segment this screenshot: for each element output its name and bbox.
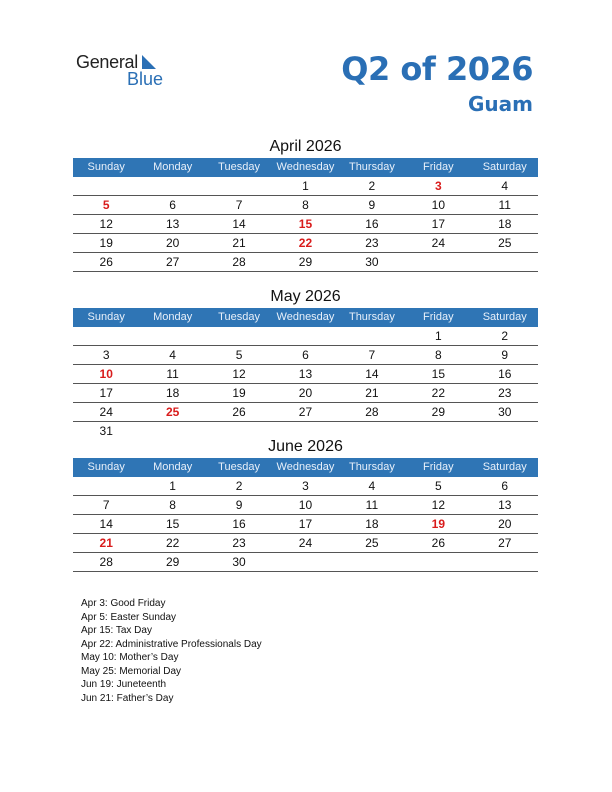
day-cell: 4 (368, 479, 376, 493)
day-cell: 27 (298, 405, 313, 419)
empty-day-cell (405, 253, 471, 271)
empty-day-cell (472, 253, 538, 271)
holiday-note: Apr 5: Easter Sunday (81, 611, 177, 623)
empty-day-cell (139, 177, 205, 195)
day-cell: 31 (99, 424, 113, 438)
empty-day-cell (73, 177, 139, 195)
day-cell: 22 (165, 536, 180, 550)
day-cell: 3 (102, 348, 110, 362)
week-row (73, 384, 538, 403)
holiday-note: Apr 3: Good Friday (81, 598, 166, 609)
day-cell: 3 (302, 479, 309, 493)
week-row (73, 403, 538, 422)
day-cell: 12 (431, 498, 445, 512)
day-cell: 13 (298, 367, 313, 381)
day-cell: 6 (169, 198, 176, 212)
day-cell: 7 (368, 348, 376, 362)
day-cell: 26 (431, 536, 445, 550)
month-june (73, 436, 538, 572)
day-cell: 4 (501, 179, 509, 193)
month-title: June 2026 (268, 438, 343, 455)
day-cell: 19 (232, 386, 246, 400)
month-title: May 2026 (270, 288, 341, 305)
day-cell: 24 (298, 536, 313, 550)
day-cell: 16 (365, 217, 379, 231)
day-cell: 23 (232, 536, 246, 550)
weekday-label: Wednesday (276, 461, 335, 473)
day-cell: 6 (501, 479, 509, 493)
day-cell: 26 (99, 255, 113, 269)
holiday-note: Apr 22: Administrative Professionals Day (81, 638, 262, 650)
day-cell: 23 (365, 236, 379, 250)
holiday-note: Jun 19: Juneteenth (81, 679, 167, 690)
day-cell: 20 (498, 517, 512, 531)
day-cell: 17 (431, 217, 445, 231)
day-cell: 1 (434, 329, 442, 343)
page-title: Q2 of 2026 (341, 50, 533, 88)
empty-day-cell (472, 553, 538, 571)
day-cell: 9 (235, 498, 243, 512)
day-cell: 5 (235, 348, 243, 362)
day-cell: 3 (434, 179, 442, 193)
day-cell: 18 (365, 517, 379, 531)
empty-day-cell (272, 327, 338, 345)
day-cell: 30 (365, 255, 379, 269)
day-cell: 11 (365, 498, 379, 512)
day-cell: 8 (169, 498, 176, 512)
weekday-label: Monday (153, 311, 193, 323)
day-cell: 27 (165, 255, 180, 269)
week-row (73, 215, 538, 234)
day-cell: 16 (498, 367, 512, 381)
day-cell: 5 (434, 479, 442, 493)
empty-day-cell (272, 553, 338, 571)
empty-day-cell (206, 327, 272, 345)
weekday-label: Saturday (482, 311, 527, 323)
weekday-label: Friday (423, 461, 454, 473)
day-cell: 30 (232, 555, 246, 569)
day-cell: 10 (431, 198, 445, 212)
day-cell: 1 (302, 179, 309, 193)
day-cell: 1 (169, 479, 176, 493)
day-cell: 29 (431, 405, 445, 419)
day-cell: 13 (165, 217, 180, 231)
day-cell: 9 (368, 198, 376, 212)
month-may (73, 286, 538, 440)
holiday-note: May 25: Memorial Day (81, 665, 182, 677)
week-row (73, 534, 538, 553)
day-cell: 12 (232, 367, 246, 381)
holiday-note: May 10: Mother’s Day (81, 652, 179, 663)
day-cell: 24 (431, 236, 445, 250)
day-cell: 18 (165, 386, 180, 400)
holiday-note: Jun 21: Father’s Day (81, 692, 174, 704)
empty-day-cell (73, 327, 139, 345)
day-cell: 25 (165, 405, 180, 419)
day-cell: 20 (298, 386, 313, 400)
logo-text-blue: Blue (127, 69, 164, 89)
empty-day-cell (206, 177, 272, 195)
day-cell: 28 (99, 555, 113, 569)
weekday-header (73, 458, 538, 477)
weekday-label: Monday (153, 161, 193, 173)
day-cell: 11 (166, 367, 179, 381)
empty-day-cell (139, 327, 205, 345)
day-cell: 14 (232, 217, 246, 231)
month-title: April 2026 (269, 138, 342, 155)
day-cell: 15 (165, 517, 180, 531)
day-cell: 25 (365, 536, 379, 550)
day-cell: 15 (298, 217, 313, 231)
weekday-header (73, 308, 538, 327)
region-name: Guam (468, 92, 533, 116)
weekday-label: Saturday (482, 461, 527, 473)
day-cell: 2 (368, 179, 376, 193)
logo-triangle-icon (142, 54, 158, 70)
day-cell: 17 (298, 517, 313, 531)
weekday-header (73, 158, 538, 177)
week-row (73, 327, 538, 346)
day-cell: 12 (99, 217, 113, 231)
day-cell: 21 (99, 536, 113, 550)
holiday-note: Apr 15: Tax Day (81, 625, 152, 636)
week-row (73, 196, 538, 215)
day-cell: 14 (365, 367, 379, 381)
weekday-label: Wednesday (276, 161, 335, 173)
logo-text-general: General (76, 52, 138, 72)
week-row (73, 477, 538, 496)
day-cell: 8 (434, 348, 442, 362)
day-cell: 30 (498, 405, 512, 419)
day-cell: 24 (99, 405, 113, 419)
day-cell: 29 (298, 255, 313, 269)
day-cell: 21 (232, 236, 246, 250)
day-cell: 7 (102, 498, 110, 512)
weekday-label: Thursday (348, 461, 395, 473)
day-cell: 21 (365, 386, 379, 400)
day-cell: 11 (498, 198, 511, 212)
day-cell: 14 (99, 517, 113, 531)
weekday-label: Tuesday (218, 461, 260, 473)
day-cell: 2 (235, 479, 243, 493)
empty-day-cell (73, 477, 139, 495)
weekday-label: Saturday (482, 161, 527, 173)
weekday-label: Sunday (87, 161, 125, 173)
week-row (73, 253, 538, 272)
day-cell: 8 (302, 198, 309, 212)
week-row (73, 553, 538, 572)
day-cell: 10 (99, 367, 113, 381)
empty-day-cell (339, 553, 405, 571)
day-cell: 27 (498, 536, 512, 550)
day-cell: 23 (498, 386, 512, 400)
day-cell: 28 (232, 255, 246, 269)
day-cell: 28 (365, 405, 379, 419)
generalblue-logo (76, 52, 176, 92)
day-cell: 9 (501, 348, 509, 362)
empty-day-cell (339, 327, 405, 345)
weekday-label: Friday (423, 311, 454, 323)
day-cell: 2 (501, 329, 509, 343)
day-cell: 20 (165, 236, 180, 250)
day-cell: 29 (165, 555, 180, 569)
day-cell: 15 (431, 367, 445, 381)
day-cell: 18 (498, 217, 512, 231)
weekday-label: Thursday (348, 161, 395, 173)
empty-day-cell (405, 553, 471, 571)
day-cell: 22 (298, 236, 313, 250)
week-row (73, 515, 538, 534)
day-cell: 5 (102, 198, 110, 212)
weekday-label: Wednesday (276, 311, 335, 323)
week-row (73, 177, 538, 196)
week-row (73, 496, 538, 515)
day-cell: 6 (302, 348, 309, 362)
week-row (73, 365, 538, 384)
day-cell: 17 (99, 386, 113, 400)
weekday-label: Tuesday (218, 161, 260, 173)
week-row (73, 346, 538, 365)
day-cell: 16 (232, 517, 246, 531)
day-cell: 22 (431, 386, 445, 400)
holiday-list (81, 597, 262, 705)
weekday-label: Tuesday (218, 311, 260, 323)
day-cell: 7 (235, 198, 243, 212)
day-cell: 26 (232, 405, 246, 419)
weekday-label: Sunday (87, 311, 125, 323)
weekday-label: Friday (423, 161, 454, 173)
weekday-label: Sunday (87, 461, 125, 473)
day-cell: 4 (169, 348, 176, 362)
week-row (73, 234, 538, 253)
day-cell: 19 (99, 236, 113, 250)
weekday-label: Monday (153, 461, 193, 473)
day-cell: 19 (431, 517, 445, 531)
month-april (73, 136, 538, 272)
day-cell: 25 (498, 236, 512, 250)
day-cell: 13 (498, 498, 512, 512)
day-cell: 10 (298, 498, 313, 512)
weekday-label: Thursday (348, 311, 395, 323)
